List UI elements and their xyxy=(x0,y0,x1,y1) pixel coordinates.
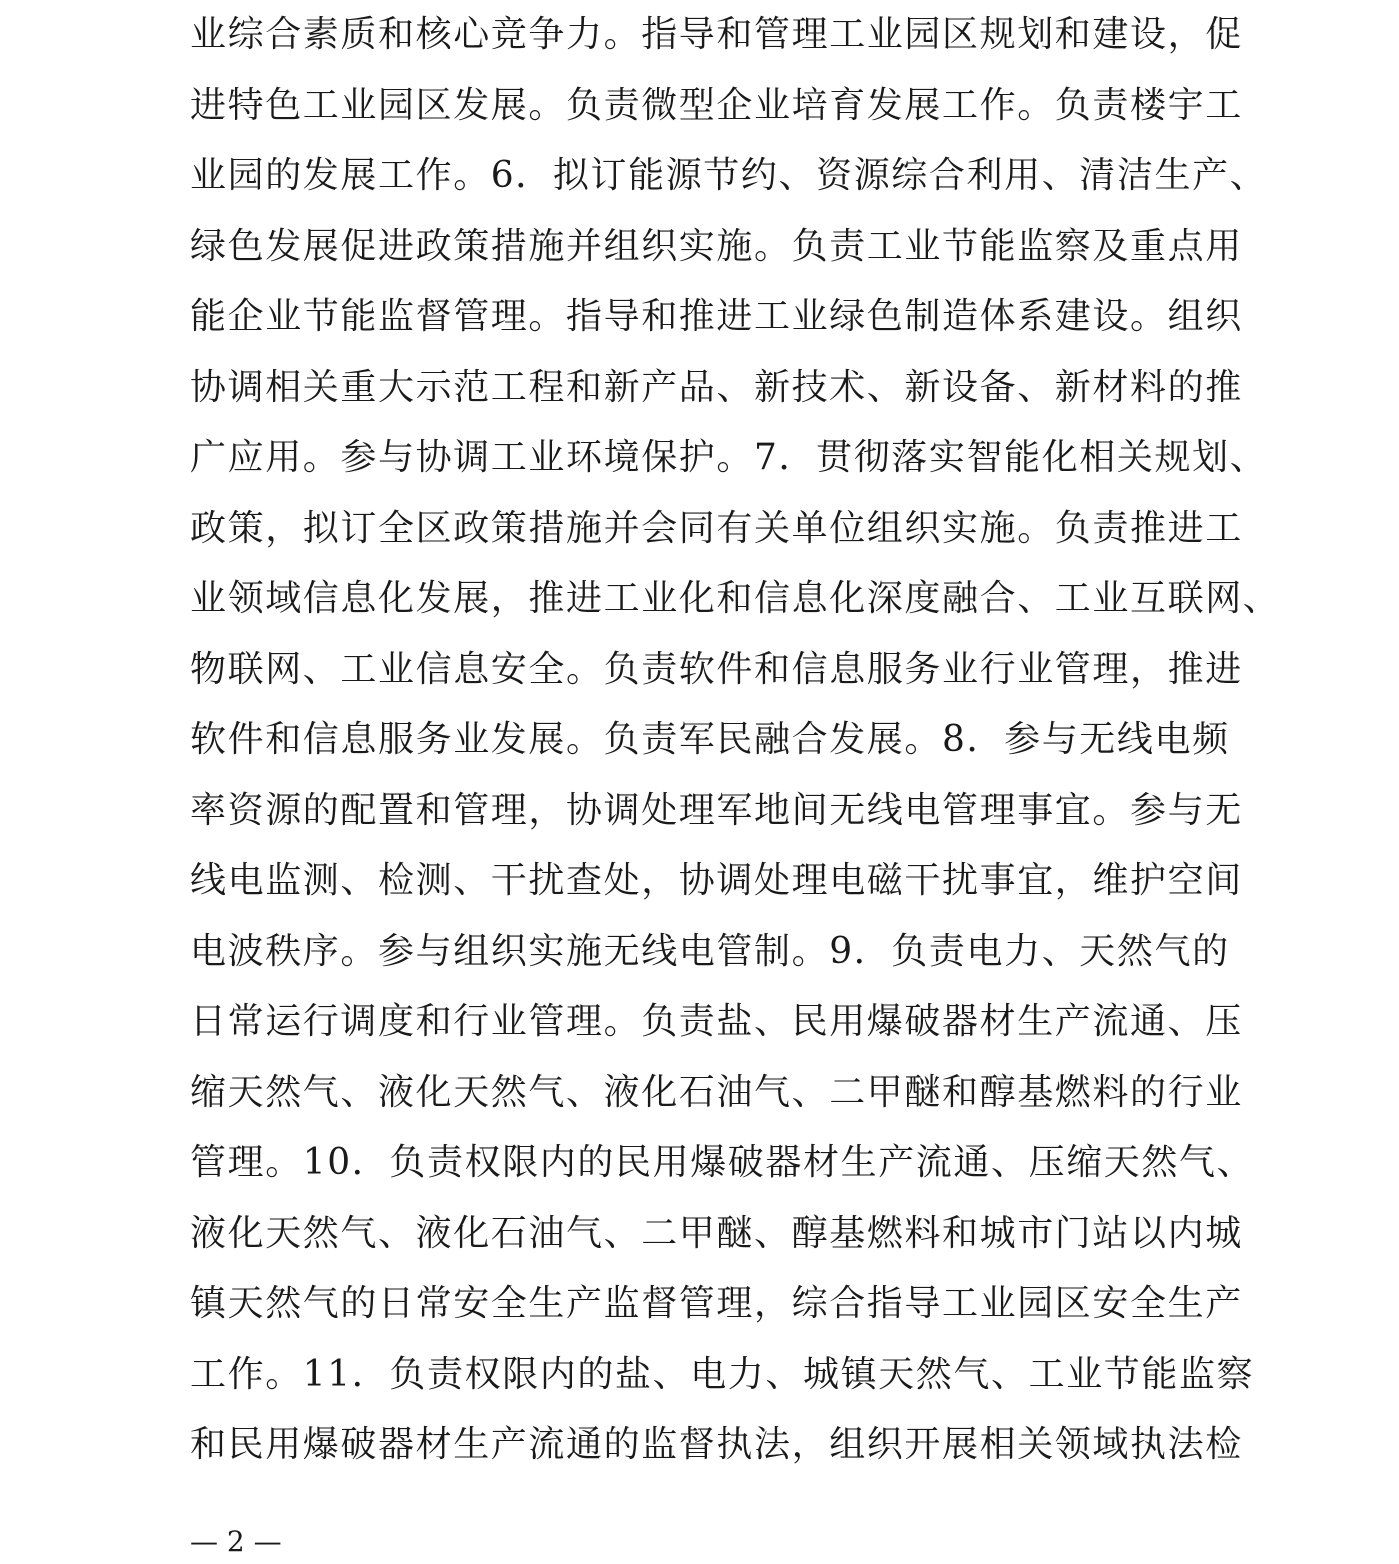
text-line: 业园的发展工作。6．拟订能源节约、资源综合利用、清洁生产、 xyxy=(190,155,1268,196)
text-line: 协调相关重大示范工程和新产品、新技术、新设备、新材料的推 xyxy=(190,366,1243,408)
text-line: 日常运行调度和行业管理。负责盐、民用爆破器材生产流通、压 xyxy=(190,1001,1243,1042)
text-line: 率资源的配置和管理，协调处理军地间无线电管理事宜。参与无 xyxy=(190,789,1243,831)
text-line: 缩天然气、液化天然气、液化石油气、二甲醚和醇基燃料的行业 xyxy=(190,1071,1243,1113)
text-line: 和民用爆破器材生产流通的监督执法，组织开展相关领域执法检 xyxy=(190,1424,1243,1465)
text-line: 广应用。参与协调工业环境保护。7．贯彻落实智能化相关规划、 xyxy=(190,437,1268,478)
text-line: 能企业节能监督管理。指导和推进工业绿色制造体系建设。组织 xyxy=(190,296,1243,337)
text-line: 业领域信息化发展，推进工业化和信息化深度融合、工业互联网、 xyxy=(190,578,1281,619)
body-text xyxy=(190,0,1281,1481)
text-line: 工作。11．负责权限内的盐、电力、城镇天然气、工业节能监察 xyxy=(190,1353,1255,1395)
text-line: 管理。10．负责权限内的民用爆破器材生产流通、压缩天然气、 xyxy=(190,1142,1255,1183)
text-line: 液化天然气、液化石油气、二甲醚、醇基燃料和城市门站以内城 xyxy=(190,1212,1243,1254)
text-line: 镇天然气的日常安全生产监督管理，综合指导工业园区安全生产 xyxy=(190,1283,1243,1324)
text-line: 线电监测、检测、干扰查处，协调处理电磁干扰事宜，维护空间 xyxy=(190,860,1243,901)
text-line: 业综合素质和核心竞争力。指导和管理工业园区规划和建设，促 xyxy=(190,14,1243,55)
text-line: 绿色发展促进政策措施并组织实施。负责工业节能监察及重点用 xyxy=(190,225,1243,267)
text-line: 物联网、工业信息安全。负责软件和信息服务业行业管理，推进 xyxy=(190,648,1243,690)
page-number: — 2 — xyxy=(190,1525,282,1558)
text-line: 软件和信息服务业发展。负责军民融合发展。8．参与无线电频 xyxy=(190,719,1230,760)
text-line: 电波秩序。参与组织实施无线电管制。9．负责电力、天然气的 xyxy=(190,930,1230,972)
text-line: 政策，拟订全区政策措施并会同有关单位组织实施。负责推进工 xyxy=(190,507,1243,549)
text-line: 进特色工业园区发展。负责微型企业培育发展工作。负责楼宇工 xyxy=(190,84,1243,126)
